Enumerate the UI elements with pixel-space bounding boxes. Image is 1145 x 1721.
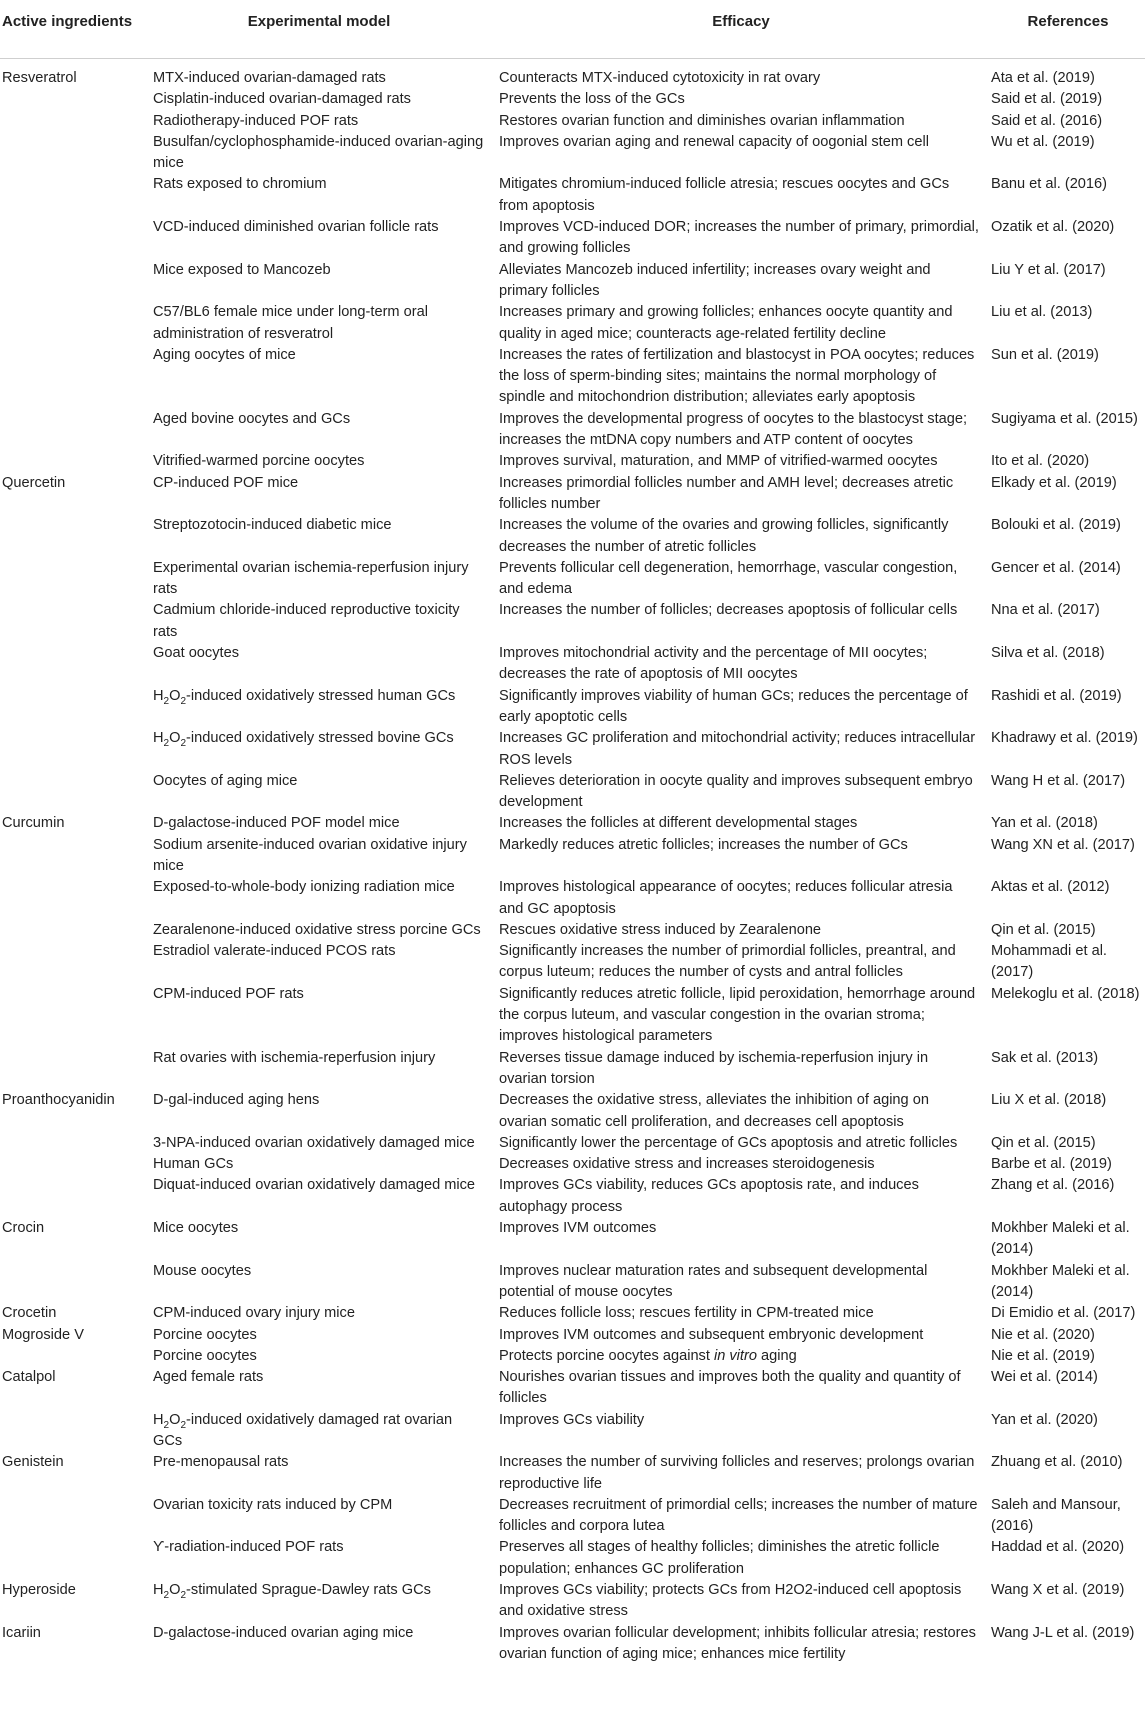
cell-reference: Qin et al. (2015) [991, 921, 1096, 938]
cell-experimental-model: Experimental ovarian ischemia-reperfusion injury rats [153, 559, 469, 598]
cell-experimental-model: Pre-menopausal rats [153, 1454, 289, 1471]
cell-experimental-model: Sodium arsenite-induced ovarian oxidative injury mice [153, 836, 467, 874]
cell-active-ingredient: Mogroside V [2, 1326, 84, 1343]
cell-experimental-model: D-gal-induced aging hens [153, 1092, 320, 1109]
cell-experimental-model: Ovarian toxicity rats induced by CPM [153, 1496, 393, 1513]
cell-active-ingredient [0, 984, 147, 1048]
model-text: O [169, 730, 181, 747]
cell-active-ingredient [0, 174, 147, 217]
cell-experimental-model: 3-NPA-induced ovarian oxidatively damaged mice [153, 1134, 475, 1151]
cell-reference: Yan et al. (2018) [991, 815, 1098, 832]
efficacy-italic: in vitro [713, 1347, 757, 1364]
cell-active-ingredient [0, 600, 147, 643]
cell-reference: Sugiyama et al. (2015) [991, 410, 1138, 427]
cell-efficacy: Increases GC proliferation and mitochondrial activity; reduces intracellular ROS levels [499, 730, 976, 768]
cell-reference: Wang J-L et al. (2019) [991, 1624, 1135, 1641]
cell-experimental-model: Porcine oocytes [153, 1326, 257, 1343]
cell-active-ingredient [0, 111, 147, 132]
cell-reference: Nie et al. (2019) [991, 1347, 1095, 1364]
cell-efficacy: Significantly increases the number of primordial follicles, preantral, and corpus luteum; reduces the number of cysts and antral follicles [499, 943, 956, 981]
cell-reference: Wang XN et al. (2017) [991, 836, 1135, 853]
table-row [0, 515, 1145, 558]
cell-experimental-model: Aged female rats [153, 1369, 264, 1386]
cell-reference: Yan et al. (2020) [991, 1411, 1098, 1428]
table-row [0, 920, 1145, 941]
cell-efficacy: Increases the number of follicles; decreases apoptosis of follicular cells [499, 602, 958, 619]
cell-reference: Barbe et al. (2019) [991, 1156, 1112, 1173]
cell-active-ingredient [0, 451, 147, 472]
cell-reference: Wei et al. (2014) [991, 1369, 1098, 1386]
cell-reference: Mokhber Maleki et al. (2014) [991, 1220, 1130, 1258]
table-row [0, 1090, 1145, 1133]
cell-reference: Ozatik et al. (2020) [991, 219, 1115, 236]
cell-active-ingredient [0, 1048, 147, 1091]
cell-efficacy: Significantly reduces atretic follicle, lipid peroxidation, hemorrhage around the corpus luteum, and vascular congestion in the ovarian stroma; improves histological parameters [499, 985, 976, 1045]
cell-active-ingredient [0, 409, 147, 452]
cell-efficacy [491, 1346, 991, 1367]
header-active-ingredients: Active ingredients [0, 0, 147, 59]
table-row [0, 1537, 1145, 1580]
cell-reference: Sak et al. (2013) [991, 1049, 1099, 1066]
cell-reference: Rashidi et al. (2019) [991, 687, 1122, 704]
cell-efficacy: Mitigates chromium-induced follicle atresia; rescues oocytes and GCs from apoptosis [499, 176, 950, 214]
cell-experimental-model: Mouse oocytes [153, 1262, 252, 1279]
cell-reference: Zhuang et al. (2010) [991, 1454, 1123, 1471]
cell-active-ingredient: Icariin [2, 1624, 41, 1641]
cell-efficacy: Reverses tissue damage induced by ischemia-reperfusion injury in ovarian torsion [499, 1049, 929, 1087]
cell-active-ingredient [0, 515, 147, 558]
cell-reference: Wang X et al. (2019) [991, 1582, 1125, 1599]
cell-experimental-model: Mice exposed to Mancozeb [153, 261, 331, 278]
cell-efficacy: Rescues oxidative stress induced by Zearalenone [499, 921, 822, 938]
cell-reference: Gencer et al. (2014) [991, 559, 1121, 576]
table-row [0, 89, 1145, 110]
cell-reference: Banu et al. (2016) [991, 176, 1108, 193]
cell-efficacy: Improves VCD-induced DOR; increases the number of primary, primordial, and growing follicles [499, 219, 979, 257]
table-row [0, 1325, 1145, 1346]
cell-active-ingredient [0, 835, 147, 878]
table-row [0, 473, 1145, 516]
cell-experimental-model: C57/BL6 female mice under long-term oral administration of resveratrol [153, 304, 428, 342]
efficacy-text: aging [756, 1347, 797, 1364]
subscript: 2 [163, 1419, 170, 1431]
cell-efficacy: Improves GCs viability; protects GCs from H2O2-induced cell apoptosis and oxidative stress [499, 1582, 962, 1620]
table-row [0, 1048, 1145, 1091]
subscript: 2 [163, 1589, 170, 1601]
cell-efficacy: Preserves all stages of healthy follicles; diminishes the atretic follicle population; enhances GC proliferation [499, 1539, 940, 1577]
cell-experimental-model: CP-induced POF mice [153, 474, 299, 491]
cell-experimental-model: Streptozotocin-induced diabetic mice [153, 517, 392, 534]
efficacy-text: Protects porcine oocytes against [499, 1347, 714, 1364]
cell-reference: Liu et al. (2013) [991, 304, 1093, 321]
cell-experimental-model: Mice oocytes [153, 1220, 239, 1237]
cell-experimental-model: VCD-induced diminished ovarian follicle rats [153, 219, 439, 236]
cell-efficacy: Nourishes ovarian tissues and improves both the quality and quantity of follicles [499, 1369, 961, 1407]
cell-experimental-model: Exposed-to-whole-body ionizing radiation mice [153, 879, 455, 896]
cell-reference: Mohammadi et al. (2017) [991, 943, 1107, 981]
model-text: H [153, 1411, 164, 1428]
cell-reference: Sun et al. (2019) [991, 346, 1099, 363]
model-text: H [153, 687, 164, 704]
cell-efficacy: Improves mitochondrial activity and the percentage of MII oocytes; decreases the rate of apoptosis of MII oocytes [499, 645, 928, 683]
cell-efficacy: Improves IVM outcomes [499, 1220, 657, 1237]
table-row [0, 217, 1145, 260]
table-row [0, 1410, 1145, 1453]
cell-active-ingredient [0, 1175, 147, 1218]
cell-active-ingredient: Hyperoside [2, 1582, 76, 1599]
cell-active-ingredient [0, 771, 147, 814]
cell-efficacy: Improves histological appearance of oocytes; reduces follicular atresia and GC apoptosis [499, 879, 953, 917]
table-row [0, 1495, 1145, 1538]
model-text: -induced oxidatively damaged rat ovarian GCs [153, 1411, 453, 1449]
cell-experimental-model: Human GCs [153, 1156, 234, 1173]
table-row [0, 1580, 1145, 1623]
cell-experimental-model: D-galactose-induced POF model mice [153, 815, 400, 832]
cell-active-ingredient [0, 920, 147, 941]
cell-experimental-model: Aging oocytes of mice [153, 346, 296, 363]
table-body [0, 59, 1145, 1666]
cell-active-ingredient [0, 132, 147, 175]
cell-efficacy: Reduces follicle loss; rescues fertility in CPM-treated mice [499, 1305, 874, 1322]
cell-efficacy: Decreases oxidative stress and increases steroidogenesis [499, 1156, 875, 1173]
cell-reference: Melekoglu et al. (2018) [991, 985, 1140, 1002]
cell-efficacy: Increases the number of surviving follicles and reserves; prolongs ovarian reproductive life [499, 1454, 975, 1492]
cell-reference: Wu et al. (2019) [991, 133, 1095, 150]
table-row [0, 1154, 1145, 1175]
cell-reference: Mokhber Maleki et al. (2014) [991, 1262, 1130, 1300]
cell-reference: Ata et al. (2019) [991, 70, 1095, 86]
cell-active-ingredient: Crocetin [2, 1305, 57, 1322]
cell-reference: Said et al. (2016) [991, 112, 1103, 129]
cell-experimental-model: Busulfan/cyclophosphamide-induced ovarian-aging mice [153, 133, 484, 172]
subscript: 2 [163, 738, 170, 750]
subscript: 2 [180, 1589, 187, 1601]
cell-reference: Qin et al. (2015) [991, 1134, 1096, 1151]
cell-experimental-model: CPM-induced ovary injury mice [153, 1305, 355, 1322]
cell-efficacy: Improves survival, maturation, and MMP of vitrified-warmed oocytes [499, 453, 938, 470]
table-row [0, 558, 1145, 601]
table-row [0, 600, 1145, 643]
cell-experimental-model: Oocytes of aging mice [153, 772, 298, 789]
cell-active-ingredient [0, 302, 147, 345]
cell-efficacy: Increases the volume of the ovaries and growing follicles, significantly decreases the number of atretic follicles [499, 517, 949, 555]
cell-reference: Ito et al. (2020) [991, 453, 1090, 470]
cell-active-ingredient [0, 728, 147, 771]
cell-reference: Di Emidio et al. (2017) [991, 1305, 1136, 1322]
cell-experimental-model [147, 728, 491, 771]
cell-reference: Elkady et al. (2019) [991, 474, 1117, 491]
cell-experimental-model: Goat oocytes [153, 645, 239, 662]
table-row [0, 260, 1145, 303]
cell-reference: Zhang et al. (2016) [991, 1177, 1115, 1194]
cell-efficacy: Markedly reduces atretic follicles; increases the number of GCs [499, 836, 908, 853]
table-row [0, 1367, 1145, 1410]
cell-active-ingredient: Resveratrol [2, 70, 77, 86]
cell-experimental-model: Rat ovaries with ischemia-reperfusion injury [153, 1049, 436, 1066]
cell-efficacy: Increases the rates of fertilization and blastocyst in POA oocytes; reduces the loss of sperm-binding sites; maintains the normal morphology of spindle and mitochondrion distribution; alleviates early apoptosis [499, 346, 975, 406]
cell-reference: Bolouki et al. (2019) [991, 517, 1121, 534]
cell-efficacy: Improves IVM outcomes and subsequent embryonic development [499, 1326, 924, 1343]
table-header-row [0, 0, 1145, 59]
table-row [0, 984, 1145, 1048]
cell-active-ingredient [0, 1261, 147, 1304]
table-row [0, 451, 1145, 472]
model-text: O [169, 687, 181, 704]
cell-active-ingredient: Curcumin [2, 815, 65, 832]
cell-reference: Khadrawy et al. (2019) [991, 730, 1138, 747]
cell-efficacy: Significantly lower the percentage of GCs apoptosis and atretic follicles [499, 1134, 958, 1151]
subscript: 2 [180, 738, 187, 750]
cell-experimental-model: Radiotherapy-induced POF rats [153, 112, 359, 129]
model-text: O [169, 1411, 181, 1428]
table-row [0, 877, 1145, 920]
cell-experimental-model: MTX-induced ovarian-damaged rats [153, 70, 386, 86]
table-row [0, 1261, 1145, 1304]
model-text: H [153, 730, 164, 747]
cell-active-ingredient [0, 558, 147, 601]
table-row [0, 59, 1145, 90]
table-row [0, 1133, 1145, 1154]
table-row [0, 132, 1145, 175]
cell-efficacy: Improves nuclear maturation rates and subsequent developmental potential of mouse oocytes [499, 1262, 928, 1300]
table-row [0, 686, 1145, 729]
table-row [0, 941, 1145, 984]
model-text: -stimulated Sprague-Dawley rats GCs [186, 1582, 431, 1599]
cell-efficacy: Increases primordial follicles number and AMH level; decreases atretic follicles number [499, 474, 954, 512]
cell-reference: Wang H et al. (2017) [991, 772, 1126, 789]
table-row [0, 302, 1145, 345]
cell-efficacy: Decreases recruitment of primordial cells; increases the number of mature follicles and corpora lutea [499, 1496, 978, 1535]
cell-experimental-model: D-galactose-induced ovarian aging mice [153, 1624, 414, 1641]
table-row [0, 771, 1145, 814]
cell-active-ingredient [0, 1495, 147, 1538]
cell-reference: Liu Y et al. (2017) [991, 261, 1106, 278]
cell-efficacy: Increases the follicles at different developmental stages [499, 815, 858, 832]
cell-reference: Saleh and Mansour, (2016) [991, 1496, 1121, 1535]
cell-experimental-model [147, 1580, 491, 1623]
cell-active-ingredient: Crocin [2, 1220, 45, 1237]
cell-active-ingredient [0, 686, 147, 729]
cell-reference: Liu X et al. (2018) [991, 1092, 1107, 1109]
cell-active-ingredient [0, 1154, 147, 1175]
table-row [0, 111, 1145, 132]
cell-experimental-model: Zearalenone-induced oxidative stress porcine GCs [153, 921, 481, 938]
cell-active-ingredient [0, 877, 147, 920]
table-row [0, 345, 1145, 409]
model-text: -induced oxidatively stressed bovine GCs [186, 730, 454, 747]
cell-active-ingredient [0, 1133, 147, 1154]
table-row [0, 728, 1145, 771]
cell-efficacy: Improves ovarian follicular development; inhibits follicular atresia; restores ovarian function of aging mice; enhances mice fertility [499, 1624, 976, 1662]
cell-reference: Nie et al. (2020) [991, 1326, 1095, 1343]
cell-efficacy: Significantly improves viability of human GCs; reduces the percentage of early apoptotic cells [499, 687, 968, 725]
cell-experimental-model: CPM-induced POF rats [153, 985, 304, 1002]
table-row [0, 1623, 1145, 1666]
cell-efficacy: Decreases the oxidative stress, alleviates the inhibition of aging on ovarian somatic cell proliferation, and decreases cell apoptosis [499, 1092, 929, 1130]
cell-active-ingredient [0, 643, 147, 686]
cell-active-ingredient [0, 1410, 147, 1453]
table-row [0, 1175, 1145, 1218]
cell-experimental-model: Cadmium chloride-induced reproductive toxicity rats [153, 602, 460, 640]
cell-experimental-model [147, 1410, 491, 1453]
cell-reference: Nna et al. (2017) [991, 602, 1100, 619]
cell-experimental-model: Rats exposed to chromium [153, 176, 327, 193]
cell-efficacy: Improves ovarian aging and renewal capacity of oogonial stem cell [499, 133, 929, 150]
subscript: 2 [163, 695, 170, 707]
cell-efficacy: Counteracts MTX-induced cytotoxicity in rat ovary [499, 70, 821, 86]
table-row [0, 1218, 1145, 1261]
cell-reference: Silva et al. (2018) [991, 645, 1105, 662]
cell-active-ingredient [0, 260, 147, 303]
table-row [0, 1452, 1145, 1495]
cell-efficacy: Increases primary and growing follicles; enhances oocyte quantity and quality in aged mice; counteracts age-related fertility decline [499, 304, 953, 342]
cell-experimental-model: Aged bovine oocytes and GCs [153, 410, 351, 427]
cell-experimental-model: Diquat-induced ovarian oxidatively damaged mice [153, 1177, 476, 1194]
cell-efficacy: Improves GCs viability [499, 1411, 645, 1428]
cell-active-ingredient [0, 89, 147, 110]
model-text: H [153, 1582, 164, 1599]
cell-active-ingredient [0, 1346, 147, 1367]
cell-efficacy: Relieves deterioration in oocyte quality and improves subsequent embryo development [499, 772, 973, 811]
model-text: -induced oxidatively stressed human GCs [186, 687, 456, 704]
cell-experimental-model: Estradiol valerate-induced PCOS rats [153, 943, 396, 960]
table-row [0, 835, 1145, 878]
table-row [0, 409, 1145, 452]
cell-efficacy: Alleviates Mancozeb induced infertility; increases ovary weight and primary follicles [499, 261, 931, 299]
cell-active-ingredient: Quercetin [2, 474, 66, 491]
cell-reference: Haddad et al. (2020) [991, 1539, 1125, 1556]
header-references: References [991, 0, 1145, 59]
cell-active-ingredient [0, 345, 147, 409]
cell-experimental-model: Porcine oocytes [153, 1347, 257, 1364]
cell-reference: Aktas et al. (2012) [991, 879, 1110, 896]
cell-efficacy: Restores ovarian function and diminishes ovarian inflammation [499, 112, 905, 129]
cell-active-ingredient [0, 1537, 147, 1580]
cell-experimental-model: Vitrified-warmed porcine oocytes [153, 453, 365, 470]
header-efficacy: Efficacy [491, 0, 991, 59]
table-row [0, 643, 1145, 686]
cell-efficacy: Improves the developmental progress of oocytes to the blastocyst stage; increases the mtDNA copy numbers and ATP content of oocytes [499, 410, 968, 449]
cell-active-ingredient [0, 217, 147, 260]
subscript: 2 [180, 695, 187, 707]
cell-efficacy: Improves GCs viability, reduces GCs apoptosis rate, and induces autophagy process [499, 1177, 919, 1215]
cell-active-ingredient: Proanthocyanidin [2, 1092, 115, 1109]
model-text: O [169, 1582, 181, 1599]
cell-experimental-model [147, 686, 491, 729]
cell-reference: Said et al. (2019) [991, 91, 1103, 108]
cell-active-ingredient: Genistein [2, 1454, 64, 1471]
table-row [0, 1346, 1145, 1367]
cell-experimental-model: ϒ-radiation-induced POF rats [153, 1539, 344, 1556]
cell-efficacy: Prevents follicular cell degeneration, hemorrhage, vascular congestion, and edema [499, 559, 958, 598]
table-row [0, 813, 1145, 834]
subscript: 2 [180, 1419, 187, 1431]
table-row [0, 1303, 1145, 1324]
cell-efficacy: Prevents the loss of the GCs [499, 91, 685, 108]
cell-active-ingredient [0, 941, 147, 984]
cell-experimental-model: Cisplatin-induced ovarian-damaged rats [153, 91, 411, 108]
cell-active-ingredient: Catalpol [2, 1369, 56, 1386]
header-experimental-model: Experimental model [147, 0, 491, 59]
table-row [0, 174, 1145, 217]
